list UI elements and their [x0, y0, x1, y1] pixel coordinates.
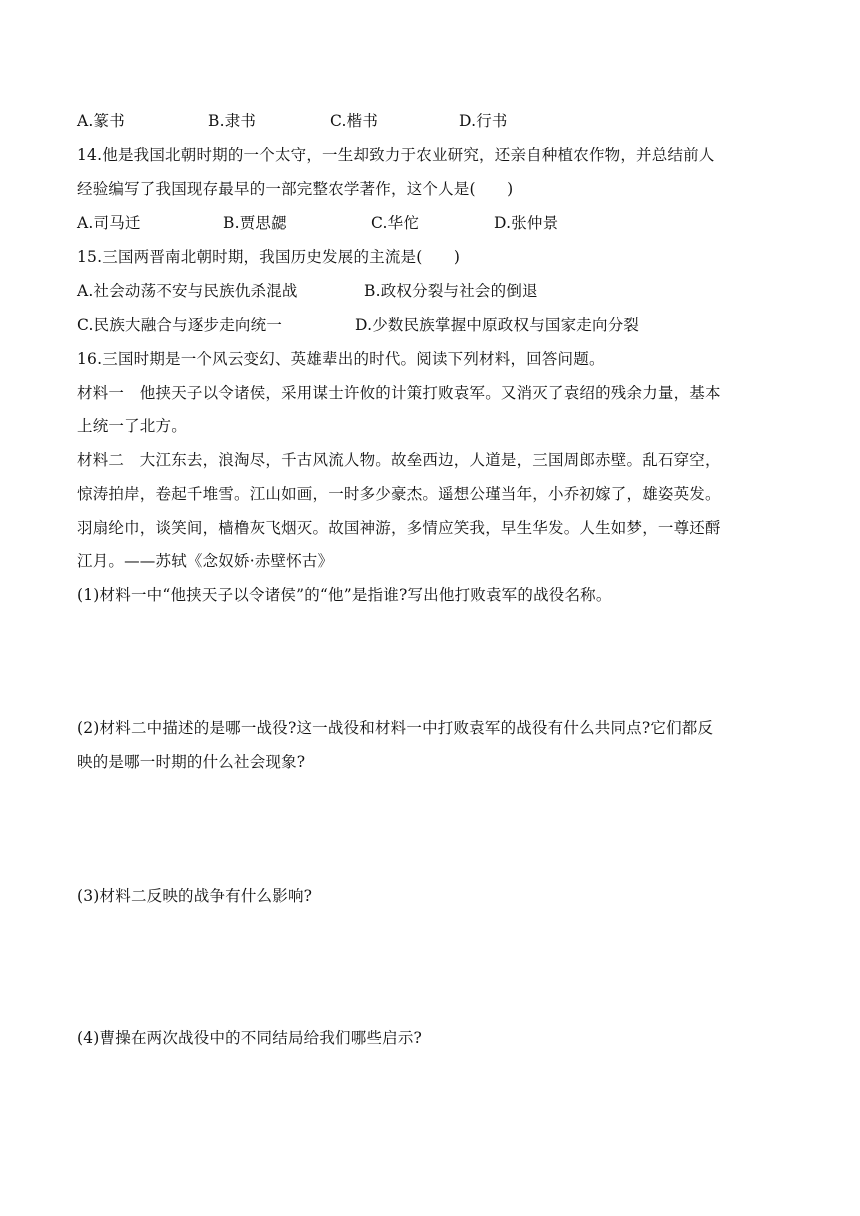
q13-option-a: A.篆书: [77, 112, 125, 130]
q14-option-c: C.华佗: [371, 214, 420, 232]
q16-material2-line3: 羽扇纶巾，谈笑间，樯橹灰飞烟灭。故国神游，多情应笑我，早生华发。人生如梦，一尊还酹: [77, 519, 721, 537]
q16-sub-question-3: (3)材料二反映的战争有什么影响?: [77, 887, 313, 905]
q16-sub-question-2-line2: 映的是哪一时期的什么社会现象?: [77, 753, 306, 771]
q15-option-b: B.政权分裂与社会的倒退: [364, 282, 538, 300]
q14-option-d: D.张仲景: [494, 214, 559, 232]
q16-stem: 16.三国时期是一个风云变幻、英雄辈出的时代。阅读下列材料，回答问题。: [77, 350, 605, 368]
q13-option-d: D.行书: [459, 112, 508, 130]
q13-option-c: C.楷书: [330, 112, 379, 130]
q16-material1-line1: 材料一 他挟天子以令诸侯，采用谋士许攸的计策打败袁军。又消灭了袁绍的残余力量，基本: [77, 384, 721, 402]
q14-option-a: A.司马迁: [77, 214, 141, 232]
q15-option-d: D.少数民族掌握中原政权与国家走向分裂: [355, 316, 640, 334]
q16-sub-question-1: (1)材料一中“他挟天子以令诸侯”的“他”是指谁?写出他打败袁军的战役名称。: [77, 586, 612, 604]
q15-option-c: C.民族大融合与逐步走向统一: [77, 316, 283, 334]
q16-material2-line2: 惊涛拍岸，卷起千堆雪。江山如画，一时多少豪杰。遥想公瑾当年，小乔初嫁了，雄姿英发。: [77, 485, 721, 503]
q15-stem: 15.三国两晋南北朝时期，我国历史发展的主流是( ): [77, 248, 461, 266]
q16-material2-line1: 材料二 大江东去，浪淘尽，千古风流人物。故垒西边，人道是，三国周郎赤壁。乱石穿空，: [77, 451, 721, 469]
q14-stem-line1: 14.他是我国北朝时期的一个太守，一生却致力于农业研究，还亲自种植农作物，并总结前人: [77, 146, 715, 164]
q15-option-a: A.社会动荡不安与民族仇杀混战: [77, 282, 298, 300]
q14-option-b: B.贾思勰: [223, 214, 287, 232]
q16-material1-line2: 上统一了北方。: [77, 417, 187, 435]
q14-stem-line2: 经验编写了我国现存最早的一部完整农学著作，这个人是( ): [77, 180, 514, 198]
q16-sub-question-2-line1: (2)材料二中描述的是哪一战役?这一战役和材料一中打败袁军的战役有什么共同点?它们都反: [77, 719, 714, 737]
q16-material2-line4: 江月。——苏轼《念奴娇·赤壁怀古》: [77, 552, 334, 570]
q16-sub-question-4: (4)曹操在两次战役中的不同结局给我们哪些启示?: [77, 1029, 423, 1047]
q13-option-b: B.隶书: [208, 112, 257, 130]
